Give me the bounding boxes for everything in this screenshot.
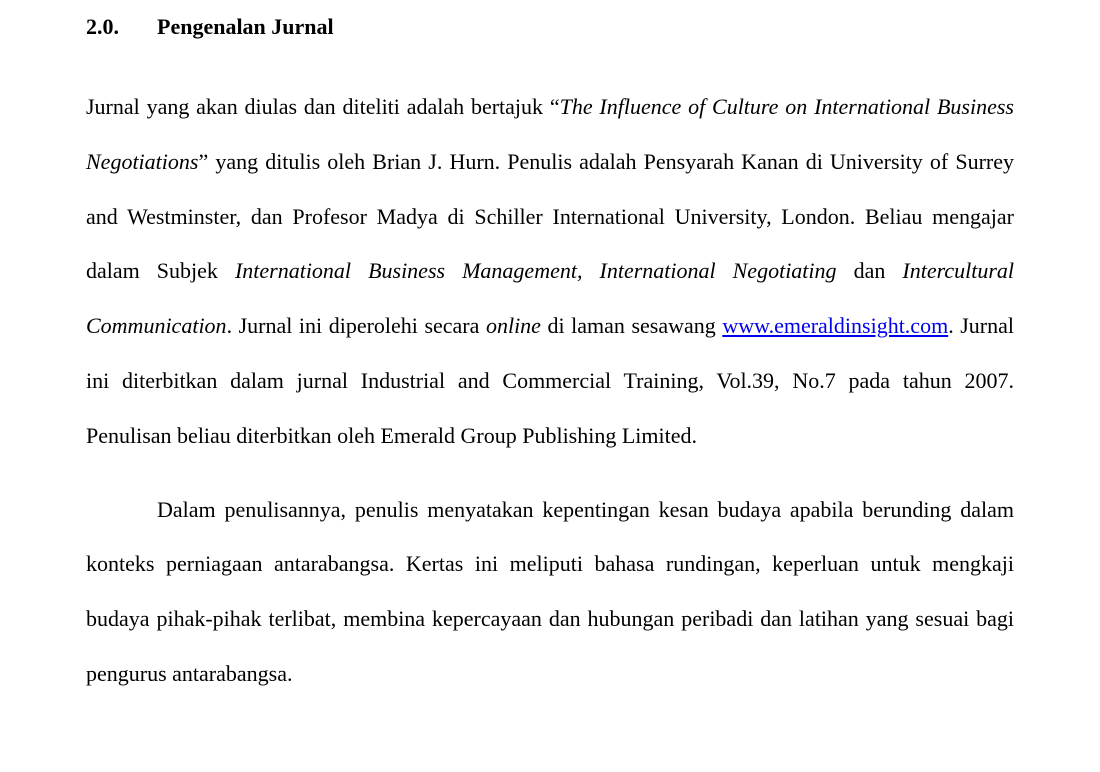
subject-names: International Business Management, International Negotiating: [234, 258, 837, 284]
section-number: 2.0.: [86, 14, 119, 39]
section-title: Pengenalan Jurnal: [157, 14, 334, 39]
p1-text-5: di laman sesawang: [540, 313, 723, 339]
journal-title: The Influence of Culture on International Business Negotiations: [86, 94, 1014, 174]
p1-text-3: dan: [836, 258, 903, 284]
section-heading: [86, 10, 1014, 44]
emerald-link[interactable]: www.emeraldinsight.com: [722, 313, 949, 339]
online-word: online: [485, 313, 541, 339]
p1-text-4: . Jurnal ini diperolehi secara: [226, 313, 486, 339]
p1-text-1: Jurnal yang akan diulas dan diteliti adalah bertajuk “: [86, 94, 560, 119]
p1-text-6: . Jurnal ini diterbitkan dalam jurnal Industrial and Commercial Training, Vol.39, No.7 pada tahun 2007. Penulisan beliau diterbitkan oleh Emerald Group Publishing Limited.: [86, 313, 1015, 448]
p1-text-2: ” yang ditulis oleh Brian J. Hurn. Penulis adalah Pensyarah Kanan di University of Surrey and Westminster, dan Profesor Madya di Schiller International University, London. Beliau mengajar dalam Subjek: [86, 148, 1014, 284]
paragraph-journal-intro: [86, 80, 1014, 464]
subject-intercultural: Intercultural Communication: [86, 258, 1014, 339]
document-page: [86, 10, 1014, 702]
paragraph-summary: Dalam penulisannya, penulis menyatakan kepentingan kesan budaya apabila berunding dalam konteks perniagaan antarabangsa. Kertas ini meliputi bahasa rundingan, keperluan untuk mengkaji budaya pihak-pihak terlibat, membina kepercayaan dan hubungan peribadi dan latihan yang sesuai bagi pengurus antarabangsa.: [86, 496, 1014, 686]
